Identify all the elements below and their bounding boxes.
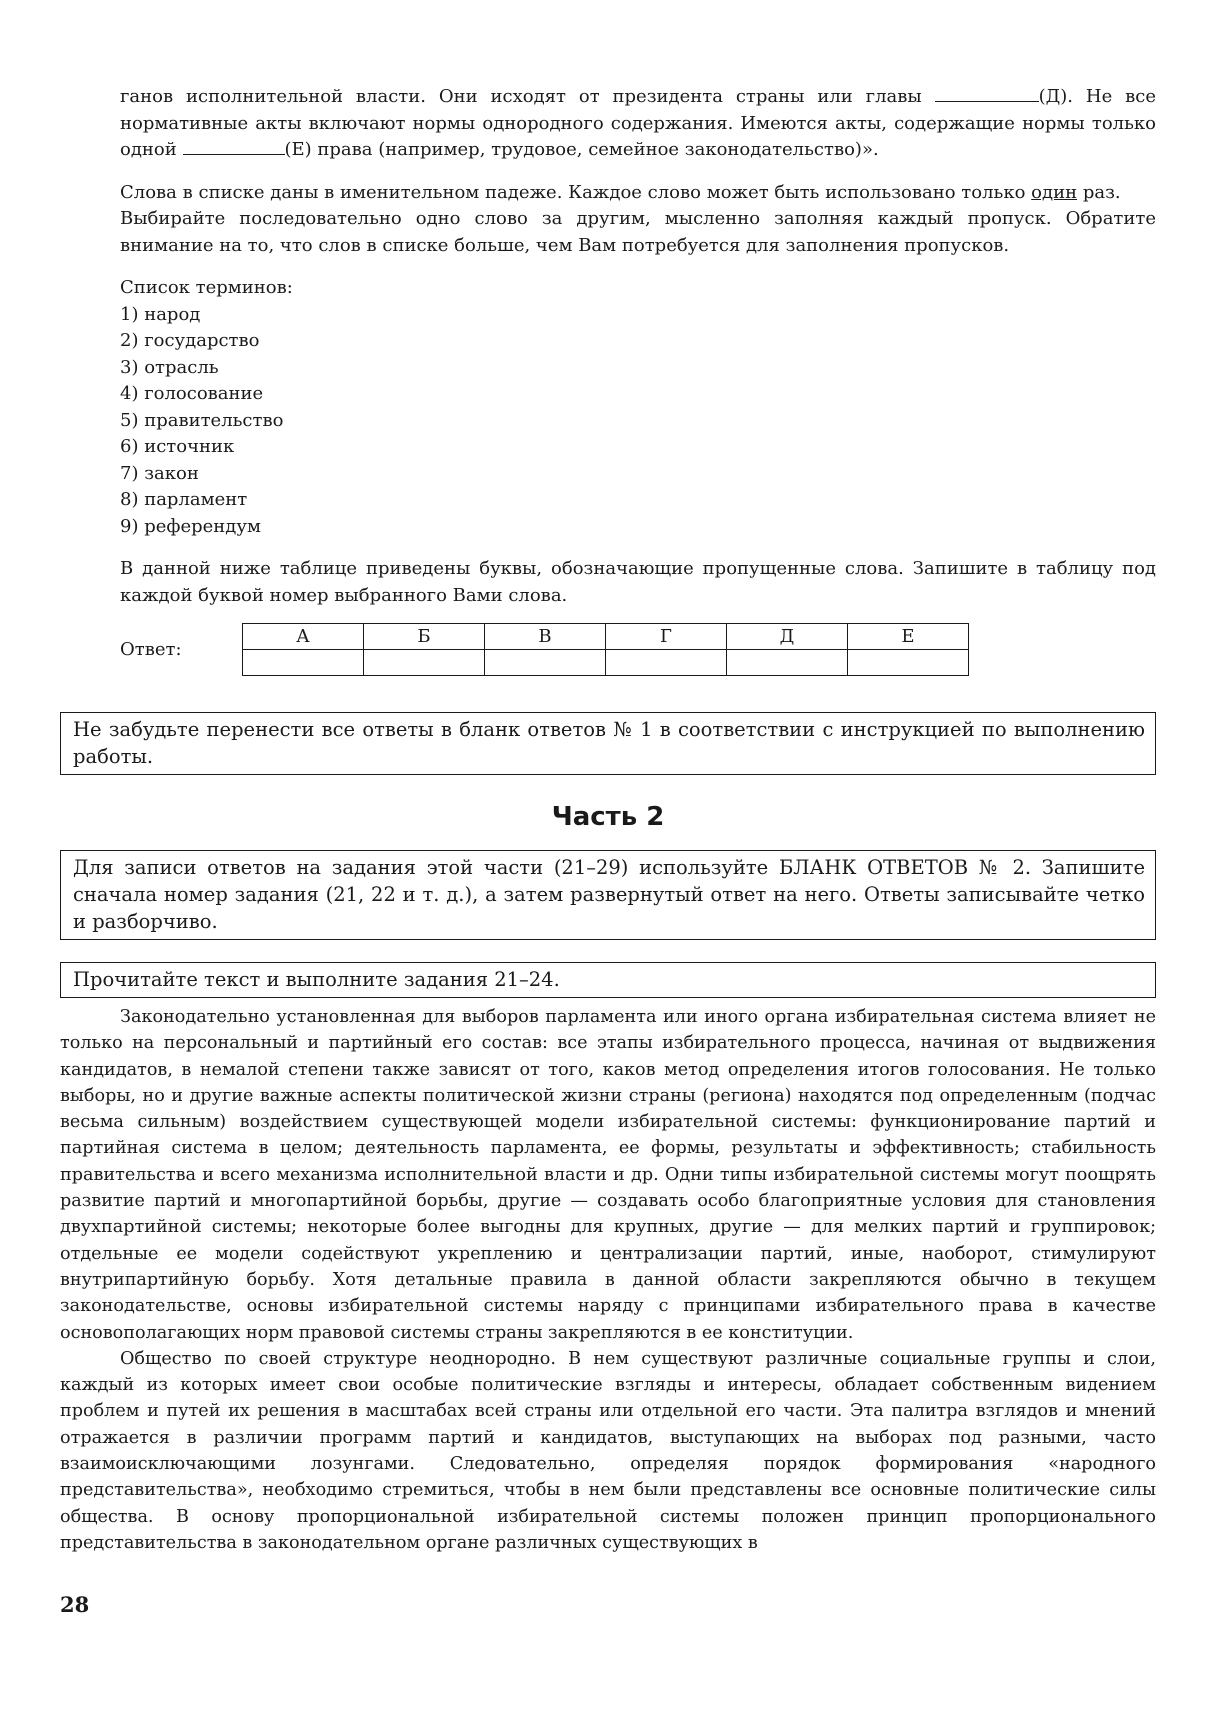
blank-d — [935, 101, 1039, 102]
task-text-part2: (Д). Не все нормативные акты включают нормы однородного содержания. Имеются акты, содержащие нормы только одной — [120, 86, 1157, 160]
list-item: 8) парламент — [120, 489, 248, 510]
answer-letter: В — [485, 624, 606, 650]
task-text — [120, 84, 1156, 164]
instruction-sequence: Выбирайте последовательно одно слово за другим, мысленно заполняя каждый пропуск. Обратите внимание на то, что слов в списке больше, чем Вам потребуется для заполнения пропусков. — [120, 208, 1156, 256]
table-instruction: В данной ниже таблице приведены буквы, обозначающие пропущенные слова. Запишите в таблицу под каждой буквой номер выбранного Вами слова. — [120, 558, 1156, 606]
instruction-words-underlined: один — [1031, 181, 1078, 203]
list-item: 2) государство — [120, 330, 260, 351]
terms-list — [120, 302, 1156, 541]
part2-title: Часть 2 — [551, 802, 665, 832]
reading-text — [60, 1004, 1156, 1556]
reading-paragraph-2: Общество по своей структуре неоднородно. В нем существуют различные социальные группы и слои, каждый из которых имеет свои особые политические взгляды и интересы, обладает собственным видением проблем и путей их решения в масштабах всей страны или отдельной его части. Эта палитра взглядов и мнений отражается в различии программ партий и кандидатов, выступающих на выборах под разными, часто взаимоисключающими лозунгами. Следовательно, определяя порядок формирования «народного представительства», необходимо стремиться, чтобы в нем были представлены все основные политические силы общества. В основу пропорциональной избирательной системы положен принцип пропорционального представительства в законодательном органе различных существующих в — [60, 1348, 1156, 1553]
answer-letter: Г — [606, 624, 727, 650]
list-title: Список терминов: — [120, 277, 293, 298]
read-prompt: Прочитайте текст и выполните задания 21–24. — [73, 968, 560, 991]
list-item: 5) правительство — [120, 409, 284, 431]
answer-label: Ответ: — [120, 639, 182, 660]
reading-paragraph-1: Законодательно установленная для выборов парламента или иного органа избирательная система влияет не только на персональный и партийный его состав: все этапы избирательного процесса, начиная от выдвижения кандидатов, в немалой степени также зависят от того, каков метод определения итогов голосования. Не только выборы, но и другие важные аспекты политической жизни страны (региона) находятся под определенным (подчас весьма сильным) воздействием существующей модели избирательной системы: функционирование партий и партийная система в целом; деятельность парламента, ее формы, результаты и эффективность; стабильность правительства и всего механизма исполнительной власти и др. Одни типы избирательной системы могут поощрять развитие партий и многопартийной борьбы, другие — создавать особо благоприятные условия для становления двухпартийной системы; некоторые более выгодны для крупных, другие — для мелких партий и группировок; отдельные ее модели содействуют укреплению и централизации партий, иные, наоборот, стимулируют внутрипартийную борьбу. Хотя детальные правила в данной области закрепляются обычно в текущем законодательстве, основы избирательной системы наряду с принципами избирательного права в качестве основополагающих норм правовой системы страны закрепляются в ее конституции. — [60, 1007, 1156, 1343]
list-item: 9) референдум — [120, 515, 261, 537]
answer-table — [242, 623, 969, 676]
list-item: 6) источник — [120, 436, 235, 457]
blank-e — [183, 154, 285, 155]
answer-cell-v[interactable] — [485, 650, 606, 676]
answer-row — [120, 623, 1156, 676]
answer-cell-b[interactable] — [364, 650, 485, 676]
list-item: 7) закон — [120, 462, 199, 484]
reminder-text: Не забудьте перенести все ответы в бланк ответов № 1 в соответствии с инструкцией по выполнению работы. — [73, 718, 1145, 768]
answer-cells-row — [243, 650, 969, 676]
answer-letter: Д — [727, 624, 848, 650]
part2-instructions-box — [60, 850, 1156, 940]
task-text-part1: ганов исполнительной власти. Они исходят от президента страны или главы — [120, 86, 922, 107]
reminder-box — [60, 712, 1156, 775]
read-prompt-box — [60, 962, 1156, 998]
list-item: 4) голосование — [120, 383, 264, 404]
page-number: 28 — [60, 1592, 90, 1617]
list-item: 1) народ — [120, 303, 201, 325]
part2-instructions: Для записи ответов на задания этой части (21–29) используйте БЛАНК ОТВЕТОВ № 2. Запишите сначала номер задания (21, 22 и т. д.), а затем развернутый ответ на него. Ответы записывайте четко и разборчиво. — [73, 856, 1145, 933]
task-text-part3: (Е) права (например, трудовое, семейное законодательство)». — [284, 139, 879, 160]
answer-cell-e[interactable] — [848, 650, 969, 676]
answer-letters-row — [243, 624, 969, 650]
answer-cell-d[interactable] — [727, 650, 848, 676]
task-section — [120, 84, 1156, 676]
answer-cell-a[interactable] — [243, 650, 364, 676]
answer-cell-g[interactable] — [606, 650, 727, 676]
answer-letter: А — [243, 624, 364, 650]
instruction-words-part2: раз. — [1082, 181, 1121, 203]
list-item: 3) отрасль — [120, 356, 219, 378]
answer-letter: Е — [848, 624, 969, 650]
instruction-words — [120, 180, 1156, 207]
answer-letter: Б — [364, 624, 485, 650]
instruction-words-part1: Слова в списке даны в именительном падеже. Каждое слово может быть использовано только — [120, 181, 1026, 203]
